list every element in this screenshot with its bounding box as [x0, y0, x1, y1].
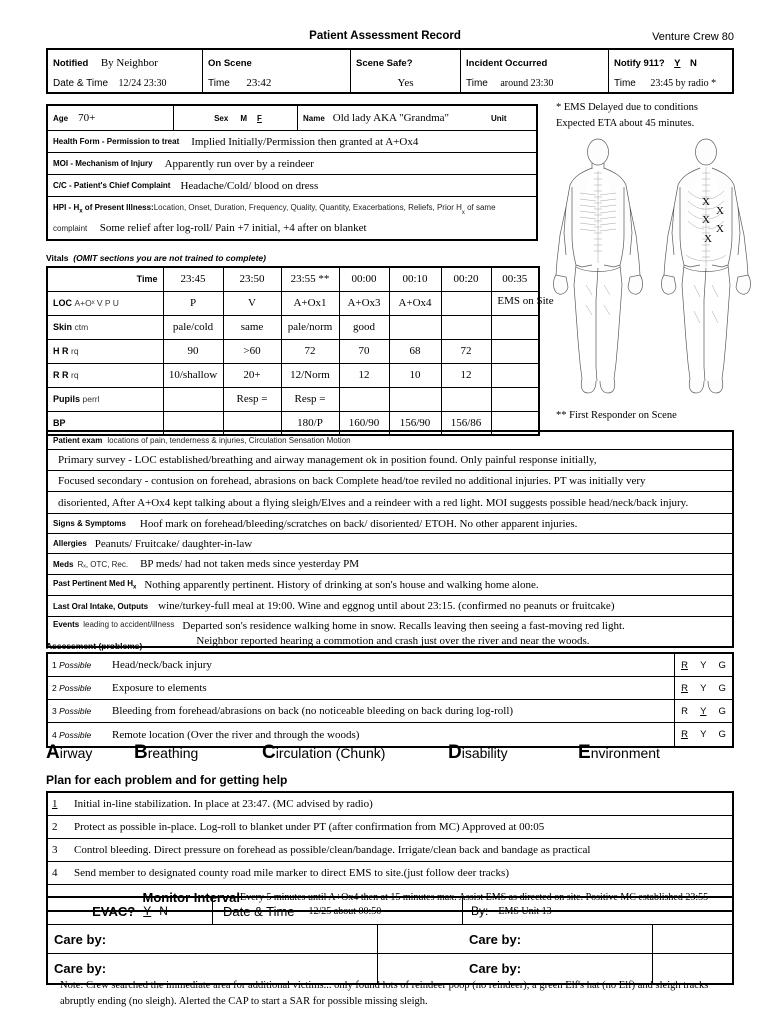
vitals-row-label-4: R R rq [47, 363, 163, 387]
on-scene-label: On Scene [208, 58, 252, 69]
vitals-cell-r4-c6[interactable]: 12 [441, 363, 491, 387]
vitals-row-skin [47, 315, 539, 339]
vitals-row-loc [47, 291, 539, 315]
notify-911-no[interactable]: N [689, 58, 697, 69]
meds-prompt: Rₓ, OTC, Rec. [77, 559, 129, 569]
page-title: Patient Assessment Record [309, 30, 461, 42]
monitor-interval-value[interactable]: Every 5 minutes until A+Ox4 then at 15 minutes max. Assist EMS as directed on site. Positive MC established 23:55 [240, 892, 709, 903]
plan-row[interactable] [48, 816, 732, 839]
vitals-cell-r3-c7[interactable] [491, 339, 539, 363]
plan-text-1[interactable]: Initial in-line stabilization. In place at 23:47. (MC advised by radio) [74, 798, 373, 810]
evac-by-label: By: [471, 904, 489, 918]
incident-time-value[interactable]: around 23:30 [500, 78, 554, 89]
evac-row [48, 898, 732, 925]
vitals-cell-r1-c4[interactable]: A+Ox3 [339, 291, 389, 315]
priority-option-r[interactable]: R [681, 705, 688, 717]
vitals-cell-r5-c5[interactable] [389, 387, 441, 411]
past-history-label: Past Pertinent Med $H_x$ [53, 579, 137, 591]
vitals-cell-r1-c6[interactable] [441, 291, 491, 315]
incident-timeline-strip [46, 48, 734, 94]
ems-delay-note [556, 100, 766, 132]
events-value-line2[interactable]: Neighbor reported hearing a commotion and crash just over the river and near the woods. [196, 635, 590, 647]
assessment-row[interactable] [48, 677, 732, 700]
vitals-cell-r3-c2[interactable]: >60 [223, 339, 281, 363]
first-responder-note: ** First Responder on Scene [556, 410, 677, 421]
assessment-number-4: 4 Possible [52, 729, 92, 740]
vitals-time-header-4[interactable]: 00:00 [339, 267, 389, 291]
age-sex-name-row [48, 106, 536, 131]
age-field[interactable] [48, 106, 174, 130]
health-form-value[interactable]: Implied Initially/Permission then granted at A+Ox4 [191, 135, 419, 148]
vitals-table [46, 266, 554, 436]
care-by-field-1[interactable]: Care by: [48, 925, 378, 953]
anatomy-figures-svg [552, 135, 768, 400]
notify-911-yes[interactable]: Y [674, 58, 681, 69]
vitals-cell-r2-c2[interactable]: same [223, 315, 281, 339]
assessment-text-3[interactable]: Bleeding from forehead/abrasions on back (no noticeable bleeding on back during log-roll) [112, 705, 514, 717]
allergies-row[interactable] [48, 534, 732, 554]
injury-mark-x-2: X [702, 214, 710, 226]
vitals-cell-r3-c4[interactable]: 70 [339, 339, 389, 363]
oral-intake-row[interactable] [48, 596, 732, 617]
injury-mark-x-3: X [704, 233, 712, 245]
abcde-item-a: Airway [46, 742, 93, 763]
injury-mark-x-4: X [716, 205, 724, 217]
vitals-cell-r1-c2[interactable]: V [223, 291, 281, 315]
scene-safe-cell [351, 50, 461, 92]
priority-option-y[interactable]: Y [700, 705, 707, 717]
exam-line-1[interactable]: Primary survey - LOC established/breathing and airway management ok in position found. Only painful response initially, [48, 450, 732, 471]
plan-number-4: 4 [52, 867, 58, 879]
vitals-cell-r1-c7[interactable]: EMS on Site [491, 291, 539, 315]
priority-option-r[interactable]: R [681, 659, 688, 671]
vitals-row-label-3: H R rq [47, 339, 163, 363]
assessment-priority-1[interactable] [674, 654, 732, 676]
notify-911-time-label: Time [614, 78, 636, 89]
vitals-cell-r2-c7[interactable] [491, 315, 539, 339]
incident-label: Incident Occurred [466, 58, 548, 69]
evac-by-value[interactable]: EMS Unit 13 [498, 905, 552, 917]
vitals-cell-r6-c6[interactable]: 156/86 [441, 411, 491, 435]
vitals-cell-r5-c6[interactable] [441, 387, 491, 411]
priority-option-r[interactable]: R [681, 682, 688, 694]
notify-911-cell [609, 50, 732, 92]
care-by-field-2[interactable]: Care by: [463, 925, 653, 953]
vitals-cell-r4-c4[interactable]: 12 [339, 363, 389, 387]
age-label: Age [53, 113, 69, 123]
vitals-time-header-2[interactable]: 23:50 [223, 267, 281, 291]
hpi-prompt: Location, Onset, Duration, Frequency, Quality, Quantity, Exacerbations, Reliefs, Prior H [153, 203, 462, 212]
vitals-cell-r6-c4[interactable]: 160/90 [339, 411, 389, 435]
ems-delay-line1: * EMS Delayed due to conditions [556, 102, 699, 113]
care-by-field-4[interactable]: Care by: [463, 954, 653, 983]
abcde-item-b: Breathing [134, 742, 199, 763]
vitals-cell-r2-c6[interactable] [441, 315, 491, 339]
hpi-value[interactable]: Some relief after log-roll/ Pain +7 initial, +4 after on blanket [99, 222, 367, 235]
care-by-field-3[interactable]: Care by: [48, 954, 378, 983]
priority-option-y[interactable]: Y [700, 729, 707, 740]
abcde-item-d: Disability [448, 742, 508, 763]
assessment-list [46, 652, 734, 748]
notified-date-label: Date & Time [53, 78, 109, 89]
vitals-cell-r4-c1[interactable]: 10/shallow [163, 363, 223, 387]
on-scene-time-label: Time [208, 78, 230, 89]
name-unit-field[interactable] [298, 112, 536, 124]
vitals-cell-r2-c1[interactable]: pale/cold [163, 315, 223, 339]
exam-block [46, 430, 734, 648]
abcde-item-e: Environment [578, 742, 660, 763]
evac-question[interactable] [48, 898, 213, 924]
vitals-cell-r2-c4[interactable]: good [339, 315, 389, 339]
incident-occurred-cell [461, 50, 609, 92]
events-value-line1[interactable]: Departed son's residence walking home in snow. Recalls leaving then seeing a fast-moving red light. [182, 620, 625, 632]
hpi-row[interactable] [48, 197, 536, 239]
evac-yes[interactable]: Y [143, 904, 152, 918]
priority-option-g[interactable]: G [718, 729, 726, 740]
vitals-cell-r4-c2[interactable]: 20+ [223, 363, 281, 387]
assessment-text-4[interactable]: Remote location (Over the river and through the woods) [112, 728, 360, 741]
footer-note-line2: sleigh tracks abruptly ending (no sleigh). Alerted the CAP to start a SAR for possible missing sleigh. [60, 980, 709, 1007]
vitals-time-header-7[interactable]: 00:35 [491, 267, 539, 291]
vitals-cell-r5-c7[interactable] [491, 387, 539, 411]
assessment-number-2: 2 Possible [52, 683, 92, 693]
vitals-cell-r5-c3[interactable]: Resp = [281, 387, 339, 411]
on-scene-time-value[interactable]: 23:42 [246, 77, 272, 89]
past-history-value[interactable]: Nothing apparently pertinent. History of drinking at son's house and walking home alone. [144, 579, 539, 591]
evac-datetime[interactable] [213, 898, 463, 924]
meds-value[interactable]: BP meds/ had not taken meds since yesterday PM [140, 558, 360, 570]
plan-caption: Plan for each problem and for getting help [46, 773, 288, 787]
assessment-number-1: 1 Possible [52, 660, 92, 670]
plan-row[interactable] [48, 793, 732, 816]
vitals-cell-r5-c1[interactable] [163, 387, 223, 411]
body-diagram-group [552, 135, 768, 400]
signs-symptoms-label: Signs & Symptoms [53, 519, 126, 528]
notified-label: Notified [53, 58, 89, 69]
vitals-time-header-6[interactable]: 00:20 [441, 267, 491, 291]
priority-option-g[interactable]: G [718, 705, 726, 717]
moi-row[interactable] [48, 153, 536, 175]
anterior-body-icon [553, 139, 642, 393]
assessment-priority-3[interactable] [674, 700, 732, 722]
vitals-cell-r1-c5[interactable]: A+Ox4 [389, 291, 441, 315]
meds-label: Meds [53, 559, 74, 569]
name-label: Name [303, 113, 325, 123]
signs-symptoms-value[interactable]: Hoof mark on forehead/bleeding/scratches on back/ disoriented/ ETOH. No other apparent injuries. [139, 517, 578, 530]
vitals-row-r-r [47, 363, 539, 387]
injury-mark-x-1: X [702, 196, 710, 208]
vitals-row-label-6: BP [47, 411, 163, 435]
priority-option-g[interactable]: G [718, 659, 726, 671]
ems-delay-line2: Expected ETA about 45 minutes. [556, 118, 695, 129]
patient-info-block [46, 104, 538, 241]
on-scene-cell [203, 50, 351, 92]
assessment-row[interactable] [48, 700, 732, 723]
vitals-cell-r3-c6[interactable]: 72 [441, 339, 491, 363]
plan-row[interactable] [48, 839, 732, 862]
notify-911-label: Notify 911? [614, 58, 665, 69]
scene-safe-value[interactable]: Yes [397, 77, 414, 89]
care-by-row-1 [48, 925, 732, 954]
hpi-prompt-sub: x [461, 210, 465, 217]
plan-number-3: 3 [52, 844, 58, 856]
plan-text-4[interactable]: Send member to designated county road mile marker to direct EMS to site.(just follow deer tracks) [74, 867, 509, 879]
monitor-interval-label: Monitor Interval [142, 890, 240, 905]
moi-label: MOI - Mechanism of Injury [53, 159, 153, 168]
abcde-row [46, 742, 734, 764]
patient-exam-prompt: locations of pain, tenderness & injuries, Circulation Sensation Motion [107, 436, 351, 445]
vitals-cell-r6-c3[interactable]: 180/P [281, 411, 339, 435]
sex-field[interactable] [174, 106, 298, 130]
crew-name: Venture Crew 80 [652, 31, 734, 43]
evac-date-value[interactable]: 12/25 about 00:50 [308, 905, 382, 917]
vitals-time-header-1[interactable]: 23:45 [163, 267, 223, 291]
priority-option-y[interactable]: Y [700, 659, 707, 671]
vitals-row-label-2: Skin ctm [47, 315, 163, 339]
priority-option-r[interactable]: R [681, 729, 688, 740]
footer-note-line1: Note: Crew searched the immediate area for additional victims... only found lots of reindeer poop (no reindeer), a green Elf's hat (no Elf) and [60, 980, 653, 991]
plan-number-1: 1 [52, 798, 58, 810]
meds-row[interactable] [48, 554, 732, 575]
vitals-cell-r1-c1[interactable]: P [163, 291, 223, 315]
oral-intake-label: Last Oral Intake, Outputs [53, 601, 149, 611]
exam-line-3[interactable]: disoriented, After A+Ox4 kept talking about a flying sleigh/Elves and a reindeer with a red light. MOI suggests possible head/neck/back injury. [48, 492, 732, 514]
unit-label: Unit [491, 113, 507, 123]
plan-text-3[interactable]: Control bleeding. Direct pressure on forehead as possible/clean/bandage. Irrigate/clean back and bandage as practical [74, 844, 591, 856]
moi-value[interactable]: Apparently run over by a reindeer [164, 157, 314, 170]
cc-label: C/C - Patient's Chief Complaint [53, 181, 171, 190]
vitals-row-h-r [47, 339, 539, 363]
vitals-cell-r4-c3[interactable]: 12/Norm [281, 363, 339, 387]
vitals-row-label-5: Pupils perrl [47, 387, 163, 411]
signs-symptoms-row[interactable] [48, 514, 732, 534]
vitals-cell-r5-c2[interactable]: Resp = [223, 387, 281, 411]
age-value[interactable]: 70+ [78, 112, 96, 124]
vitals-cell-r5-c4[interactable] [339, 387, 389, 411]
vitals-cell-r3-c1[interactable]: 90 [163, 339, 223, 363]
exam-line-2[interactable]: Focused secondary - contusion on forehead, abrasions on back Complete head/toe reviled no additional injuries. PT was initially very [48, 471, 732, 492]
vitals-time-header-3[interactable]: 23:55 ** [281, 267, 339, 291]
hpi-label: HPI - $H_x$ of Present Illness: [53, 203, 154, 215]
evac-block [46, 896, 734, 985]
chief-complaint-row[interactable] [48, 175, 536, 197]
name-value[interactable]: Old lady AKA "Grandma" [332, 112, 450, 124]
plan-block [46, 791, 734, 912]
abcde-item-c: Circulation (Chunk) [262, 742, 386, 763]
allergies-label: Allergies [53, 539, 87, 548]
allergies-value[interactable]: Peanuts/ Fruitcake/ daughter-in-law [94, 537, 253, 550]
vitals-cell-r3-c3[interactable]: 72 [281, 339, 339, 363]
plan-row[interactable] [48, 862, 732, 885]
oral-intake-value[interactable]: wine/turkey-full meal at 19:00. Wine and eggnog until about 23:15. (confirmed no peanuts or fruitcake) [158, 600, 615, 612]
injury-mark-x-5: X [716, 223, 724, 235]
vitals-cell-r4-c5[interactable]: 10 [389, 363, 441, 387]
sex-male-option[interactable]: M [240, 113, 247, 123]
patient-exam-label: Patient exam [53, 436, 103, 445]
vitals-time-header-5[interactable]: 00:10 [389, 267, 441, 291]
plan-number-2: 2 [52, 821, 58, 833]
vitals-cell-r6-c5[interactable]: 156/90 [389, 411, 441, 435]
evac-no[interactable]: N [159, 904, 168, 918]
vitals-cell-r4-c7[interactable] [491, 363, 539, 387]
past-history-row[interactable] [48, 575, 732, 596]
vitals-time-row [47, 267, 539, 291]
assessment-caption: Assessment (problems) [46, 641, 143, 651]
priority-option-g[interactable]: G [718, 682, 726, 694]
assessment-priority-2[interactable] [674, 677, 732, 699]
health-form-label: Health Form - Permission to treat [53, 137, 180, 146]
evac-by[interactable] [463, 898, 732, 924]
hpi-prompt2: of same complaint [53, 203, 496, 234]
patient-exam-header [48, 432, 732, 450]
notified-value[interactable]: By Neighbor [100, 57, 158, 69]
footer-note [60, 978, 720, 1010]
assessment-row[interactable] [48, 654, 732, 677]
cc-value[interactable]: Headache/Cold/ blood on dress [180, 179, 319, 192]
notified-cell [48, 50, 203, 92]
notified-date-value[interactable]: 12/24 23:30 [118, 78, 167, 89]
assessment-number-3: 3 Possible [52, 706, 92, 716]
vitals-cell-r1-c3[interactable]: A+Ox1 [281, 291, 339, 315]
events-label: Events [53, 620, 80, 629]
assessment-text-1[interactable]: Head/neck/back injury [112, 659, 212, 671]
vitals-caption: Vitals (OMIT sections you are not trained to complete) [46, 253, 266, 263]
events-prompt: leading to accident/illness [83, 620, 175, 629]
vitals-row-label-1: LOC A+Oˣ V P U [47, 291, 163, 315]
vitals-cell-r3-c5[interactable]: 68 [389, 339, 441, 363]
sex-label: Sex [214, 113, 229, 123]
vitals-time-label: Time [47, 267, 163, 291]
posterior-body-icon [661, 139, 750, 393]
vitals-row-pupils [47, 387, 539, 411]
sex-female-option[interactable]: F [257, 113, 262, 123]
evac-label: EVAC? [92, 903, 136, 919]
notify-911-time-value[interactable]: 23:45 by radio * [650, 78, 717, 89]
plan-text-2[interactable]: Protect as possible in-place. Log-roll to blanket under PT (after confirmation from MC) Approved at 00:05 [74, 821, 545, 833]
incident-time-label: Time [466, 78, 488, 89]
assessment-text-2[interactable]: Exposure to elements [112, 682, 207, 694]
events-row[interactable] [48, 617, 732, 646]
evac-date-label: Date & Time [223, 903, 295, 919]
health-form-row[interactable] [48, 131, 536, 153]
scene-safe-label: Scene Safe? [356, 58, 413, 69]
priority-option-y[interactable]: Y [700, 682, 707, 694]
vitals-cell-r2-c3[interactable]: pale/norm [281, 315, 339, 339]
vitals-cell-r2-c5[interactable] [389, 315, 441, 339]
